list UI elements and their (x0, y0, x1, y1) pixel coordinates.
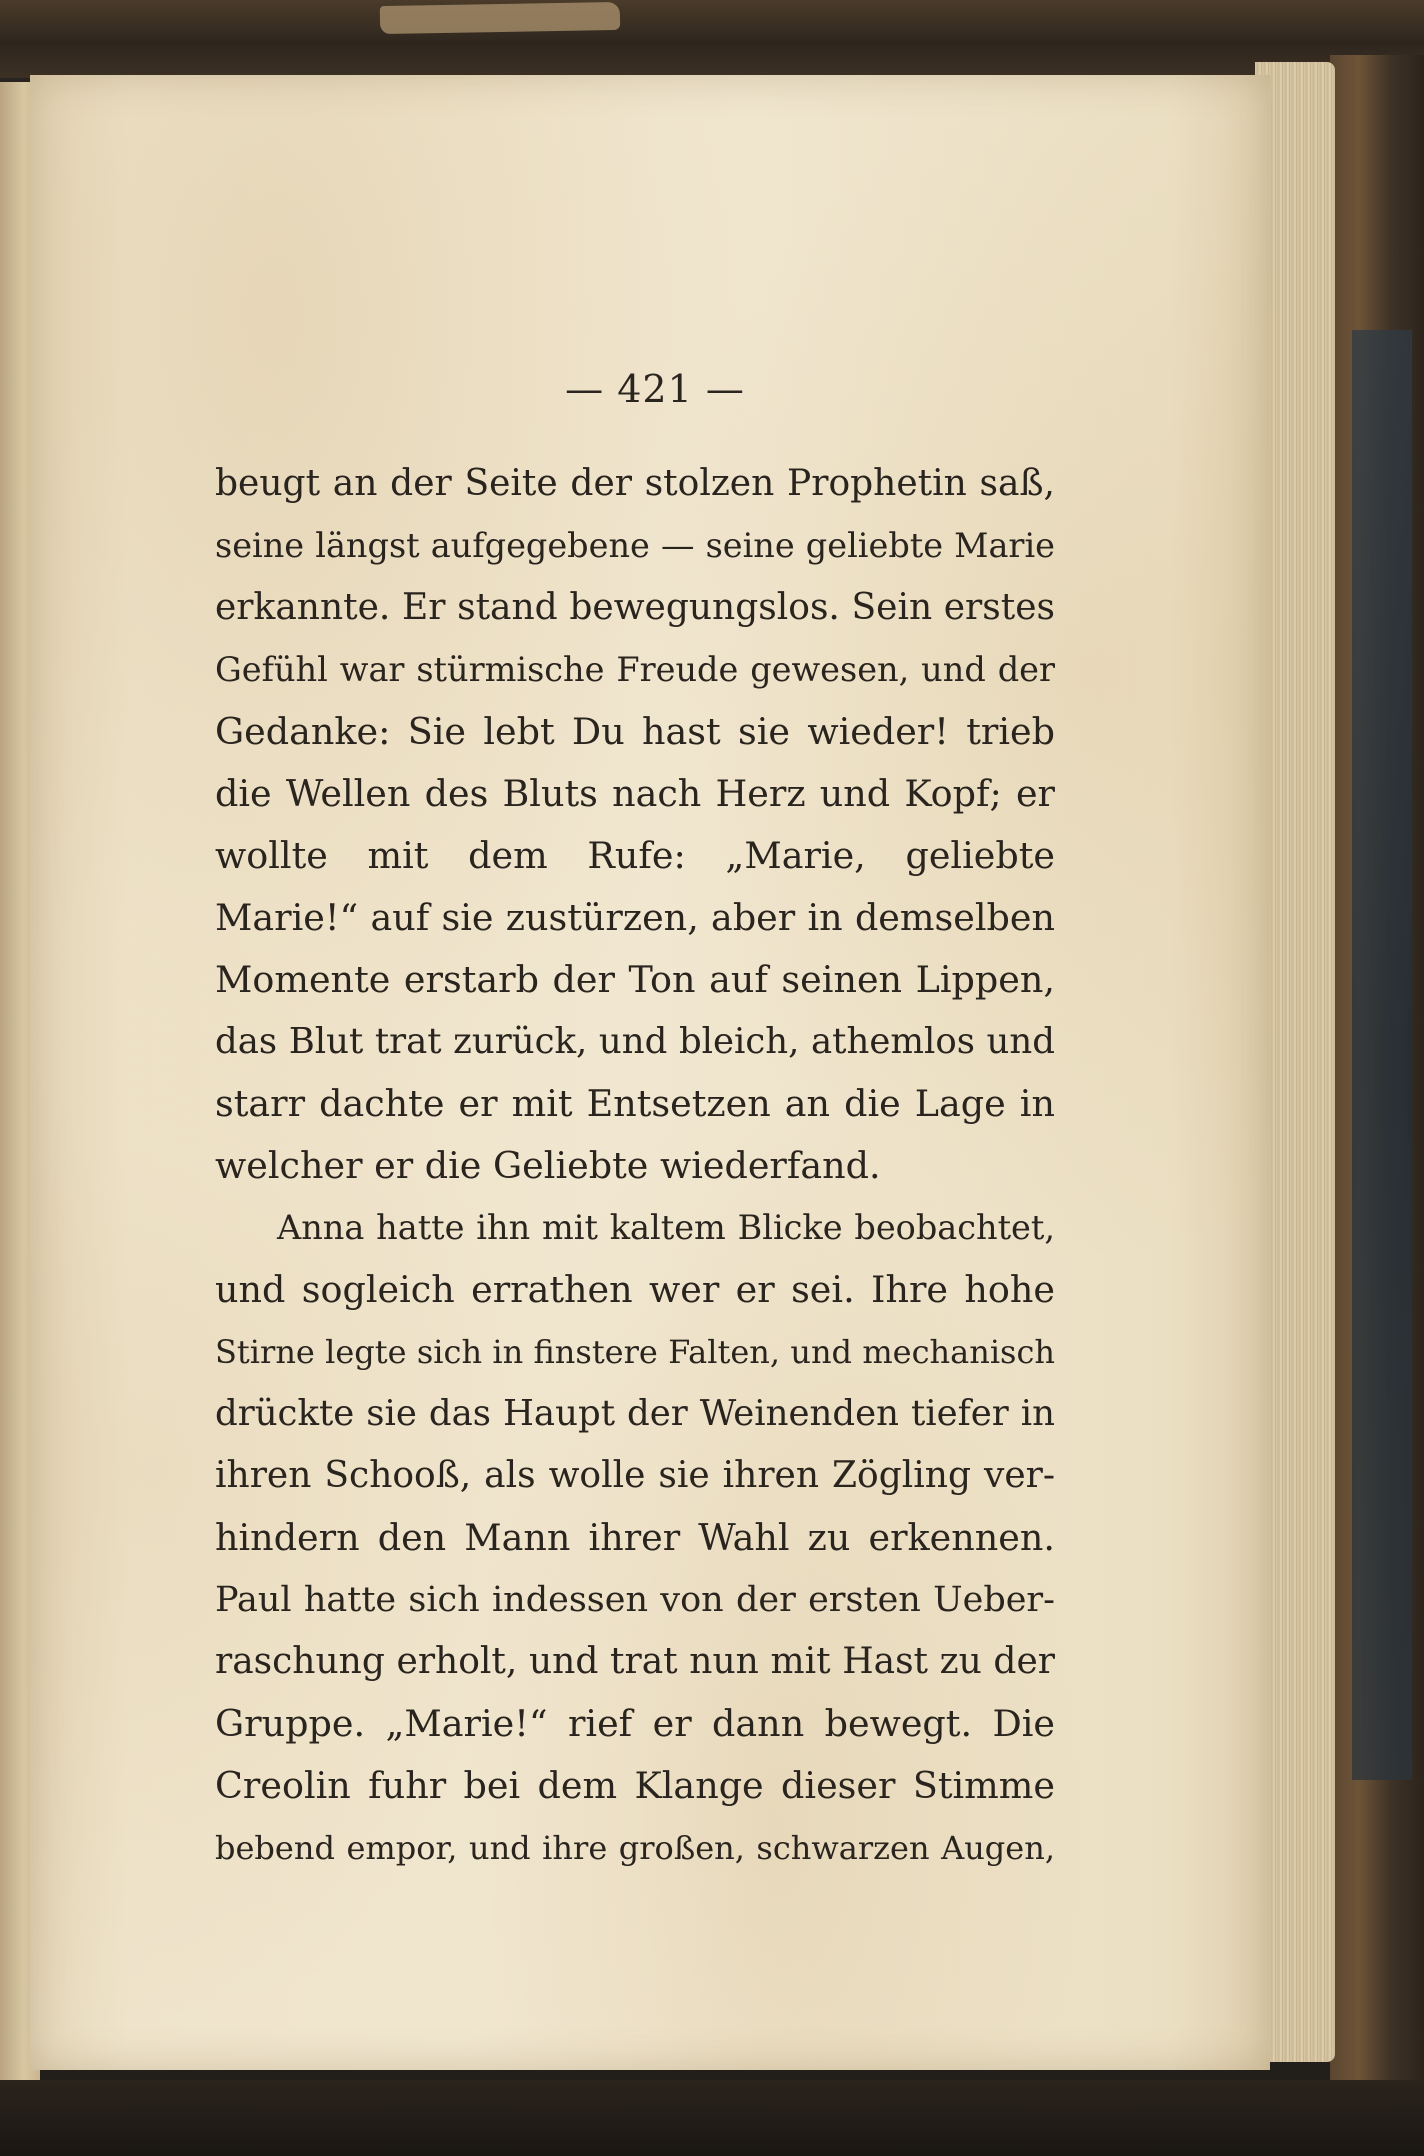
text-line: starr dachte er mit Entsetzen an die Lage in (215, 1082, 1055, 1125)
text-line: beugt an der Seite der stolzen Prophetin saß, (215, 463, 1055, 504)
text-line: drückte sie das Haupt der Weinenden tiefer in (215, 1393, 1055, 1434)
text-line: seine längst aufgegebene — seine geliebte Marie (215, 526, 1055, 565)
text-line: Stirne legte sich in finstere Falten, und mechanisch (215, 1333, 1055, 1371)
text-line: Anna hatte ihn mit kaltem Blicke beobachtet, (277, 1208, 1055, 1247)
torn-binding-strip (380, 2, 620, 34)
text-line: raschung erholt, und trat nun mit Hast zu der (215, 1641, 1055, 1682)
text-line: bebend empor, und ihre großen, schwarzen Augen, (215, 1829, 1055, 1867)
page-number: — 421 — (565, 367, 745, 411)
text-line: Gefühl war stürmische Freude gewesen, und der (215, 650, 1055, 689)
text-line: Gruppe. „Marie!“ rief er dann bewegt. Die (215, 1702, 1055, 1745)
page-text (215, 453, 1055, 1879)
text-line: Paul hatte sich indessen von der ersten Ueber- (215, 1580, 1055, 1620)
book-binding-bottom (0, 2080, 1424, 2156)
text-line: welcher er die Geliebte wiederfand. (215, 1144, 881, 1187)
text-line: ihren Schooß, als wolle sie ihren Zögling ver- (215, 1455, 1055, 1496)
text-line: hindern den Mann ihrer Wahl zu erkennen. (215, 1516, 1055, 1559)
text-line: Marie!“ auf sie zustürzen, aber in demselben (215, 896, 1055, 939)
text-line: erkannte. Er stand bewegungslos. Sein erstes (215, 587, 1055, 628)
book-binding-top (0, 0, 1424, 78)
book-page (30, 75, 1270, 2070)
text-line: und sogleich errathen wer er sei. Ihre hohe (215, 1268, 1055, 1311)
text-line: das Blut trat zurück, und bleich, athemlos und (215, 1021, 1055, 1062)
text-line: wollte mit dem Rufe: „Marie, geliebte (215, 834, 1055, 877)
text-line: Gedanke: Sie lebt Du hast sie wieder! trieb (215, 710, 1055, 753)
text-line: Creolin fuhr bei dem Klange dieser Stimme (215, 1764, 1055, 1807)
cover-leather-patch (1352, 330, 1412, 1780)
text-line: Momente erstarb der Ton auf seinen Lippen, (215, 958, 1055, 1001)
text-line: die Wellen des Bluts nach Herz und Kopf; er (215, 772, 1055, 815)
